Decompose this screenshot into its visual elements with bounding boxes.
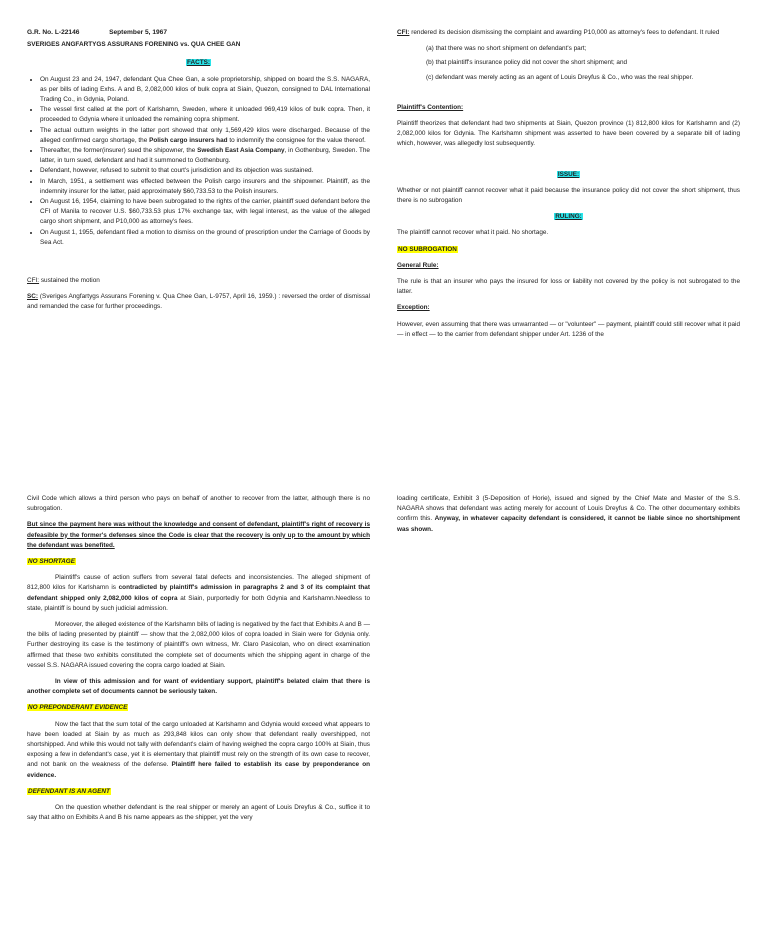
para-bold: contradicted by plaintiff's admission in paragraphs 2 and 3 of its complaint that defendant shipped only 2,082,000 kilos of copra [27,584,370,602]
ruling-item: (b) that plaintiff's insurance policy did not cover the short shipment; and [426,59,628,67]
contention-heading: Plaintiff's Contention: [397,103,464,111]
para-text: Plaintiff's cause of action suffers from several fatal defects and inconsistencies. The alleged shipment of 812,800 kilos for Karlshamn is [27,574,370,592]
page1-right-column [397,28,740,346]
fact-text: Thereafter, the former(insurer) sued the shipowner, the [40,147,198,155]
defendant-agent-wrap [27,787,370,797]
contention-text: Plaintiff theorizes that defendant had two shipments at Siain, Quezon province (1) 812,800 kilos for Karlshamn and (2) 2,082,000 kilos for Gdynia. The Karlshamn shipment was asserted to have been covered by a separate bill of lading which, however, was allegedly lost subsequently. [397,120,740,148]
no-subrogation-heading: NO SUBROGATION [398,245,457,253]
fact-item: • On August 1, 1955, defendant filed a motion to dismiss on the ground of prescription under the Carriage of Goods by Sea Act. [40,228,370,248]
defeasible-paragraph: But since the payment here was without the knowledge and consent of defendant, plaintiff's right of recovery is defeasible by the former's defenses since the Code is clear that the recovery is only up to the amount by which the defendant was benefited. [27,521,370,549]
para-text: loading certificate, Exhibit 3 (5-Deposition of Horie), issued and signed by the Chief Mate and Master of the S.S. NAGARA shows that defendant was acting merely for account of Louis Dreyfus & Co. The other documentary exhibits confirm this. [397,495,740,523]
bills-of-lading-paragraph: Moreover, the alleged existence of the Karlshamn bills of lading is negatived by the fact that Exhibits A and B — the bills of lading presented by plaintiff — show that the 2,082,000 kilos of copra loaded in Siain were for Gdynia only. Further destroying its case is the testimony of plaintiff's own witness, Mr. Claro Pasicolan, who on direct examination affirmed that these two exhibits constituted the complete set of documents which the shipping agent in charge of the vessel S.S. NAGARA issued covering the copra cargo loaded at Siain. [27,621,370,669]
fact-bold: Polish cargo insurers had [149,136,228,144]
case-date: September 5, 1967 [109,29,168,36]
fact-text: The actual outturn weights in the latter port showed that only 1,569,429 kilos were discharged. Because of the alleged confirmed cargo shortage, the [40,126,370,144]
page2-left-column [27,494,370,829]
fact-item: • On August 23 and 24, 1947, defendant Qua Chee Gan, a sole proprietorship, shipped on board the S.S. NAGARA, as per bills of lading Exhs. A and B, 2,082,000 kilos of bulk copra at Siain, Quezon, consigned to DAL International Trading Co., in Gdynia, Poland. [40,75,370,106]
ruling-heading: RULING: [555,213,582,221]
continuation-text: Civil Code which allows a third person who pays on behalf of another to recover from the latter, although there is no subrogation. [27,495,370,513]
ruling-item: (a) that there was no short shipment on defendant's part; [426,45,587,53]
sc-label: SC: [27,293,39,301]
cfi2-label: CFI: [397,29,410,36]
agent-paragraph: On the question whether defendant is the real shipper or merely an agent of Louis Dreyfus & Co., suffice it to say that altho on Exhibits A and B his name appears as the shipper, yet the very [27,804,370,822]
page2-right-column [397,494,740,541]
general-rule-text: The rule is that an insurer who pays the insured for loss or liability not covered by the policy is not subrogated to the latter. [397,278,740,296]
facts-list [27,75,370,248]
cfi2-text: rendered its decision dismissing the complaint and awarding P10,000 as attorney's fees to defendant. It ruled [409,29,720,36]
preponderance-paragraph [27,720,370,781]
shortage-paragraph [27,573,370,614]
gr-number: G.R. No. L-22146 [27,29,80,36]
no-shortage-heading: NO SHORTAGE [28,558,75,566]
page1-left-column [27,28,370,319]
exception-heading: Exception: [397,304,430,312]
fact-item: • On August 16, 1954, claiming to have been subrogated to the rights of the carrier, plaintiff sued defendant before the CFI of Manila to recover U.S. $60,733.53 plus 17% exchange tax, with legal interest, as the value of the alleged cargo short shipment, and P10,000 as attorney's fees. [40,197,370,228]
general-rule-heading: General Rule: [397,261,439,269]
ruling-text: The plaintiff cannot recover what it paid. No shortage. [397,229,549,237]
fact-bold: Swedish East Asia Company [197,147,285,155]
cfi-label: CFI: [27,277,40,285]
cfi-paragraph [27,276,370,286]
issue-heading: ISSUE: [557,170,580,178]
page-2 [0,466,768,932]
no-preponderant-heading: NO PREPONDERANT EVIDENCE [28,704,128,712]
sc-text: (Sveriges Angfartygs Assurans Forening v. Qua Chee Gan, L-9757, April 16, 1959.) : reversed the order of dismissal and remanded the case for further proceedings. [27,293,370,311]
para-bold: Anyway, in whatever capacity defendant is considered, it cannot be liable since no shortshipment was shown. [397,515,740,533]
facts-heading-wrap [27,58,370,68]
cfi-text: sustained the motion [39,277,100,285]
fact-item [40,126,370,146]
para-text: at Siain, purportedly for both Gdynia and Karlshamn.Needless to state, plaintiff is bound by such judicial admission. [27,594,371,612]
fact-text: , in Gothenburg, Sweden. The latter, in turn sued, defendant and had it summoned to Gothenburg. [40,147,370,165]
para-text: Now the fact that the sum total of the cargo unloaded at Karlshamn and Gdynia would exceed what appears to have been loaded at Siain by as much as 293,848 kilos can only show that defendant really overshipped, not shortshipped. And while this would not tally with defendant's claim of having weighed the copra cargo 100% at Siain, thus exposing a few in defendant's case, yet it is elementary that plaintiff must rely on the strength of its own case to recover, and not bank on the weakness of the defense. [27,720,370,769]
issue-heading-wrap [397,170,740,180]
admission-paragraph: In view of this admission and for want of evidentiary support, plaintiff's belated claim that there is another complete set of documents cannot be seriously taken. [27,678,370,696]
case-header [27,28,370,38]
loading-certificate-paragraph [397,494,740,535]
fact-item [40,146,370,166]
facts-heading: FACTS: [186,59,211,67]
para-bold: Plaintiff here failed to establish its case by preponderance on evidence. [27,761,370,779]
fact-item: • The vessel first called at the port of Karlshamn, Sweden, where it unloaded 969,419 kilos of bulk copra. Then, it proceeded to Gdynia where it unloaded the remaining copra shipment. [40,105,370,125]
cfi2-paragraph [397,28,740,38]
ruling-item: (c) defendant was merely acting as an agent of Louis Dreyfus & Co., who was the real shipper. [426,73,694,81]
exception-text: However, even assuming that there was unwarranted — or "volunteer" — payment, plaintiff could still recover what it paid — in effect — to the carrier from defendant shipper under Art. 1236 of the [397,320,740,338]
no-subrogation-wrap [397,245,740,255]
sc-paragraph [27,292,370,312]
fact-text: to indemnify the consignee for the value thereof. [227,136,366,144]
no-preponderant-wrap [27,703,370,713]
fact-item: • Defendant, however, refused to submit to that court's jurisdiction and its objection was sustained. [40,166,370,176]
defendant-agent-heading: DEFENDANT IS AN AGENT [28,787,110,795]
no-shortage-wrap [27,557,370,567]
issue-text: Whether or not plaintiff cannot recover what it paid because the insurance policy did not cover the short shipment, thus there is no subrogation [397,186,740,205]
case-title: SVERIGES ANGFARTYGS ASSURANS FORENING vs. QUA CHEE GAN [27,41,241,49]
fact-item: • In March, 1951, a settlement was effected between the Polish cargo insurers and the shipowner. Plaintiff, as the indemnity insurer for the latter, paid approximately $60,733.53 to the Polish insurers. [40,177,370,197]
ruling-heading-wrap [397,212,740,222]
